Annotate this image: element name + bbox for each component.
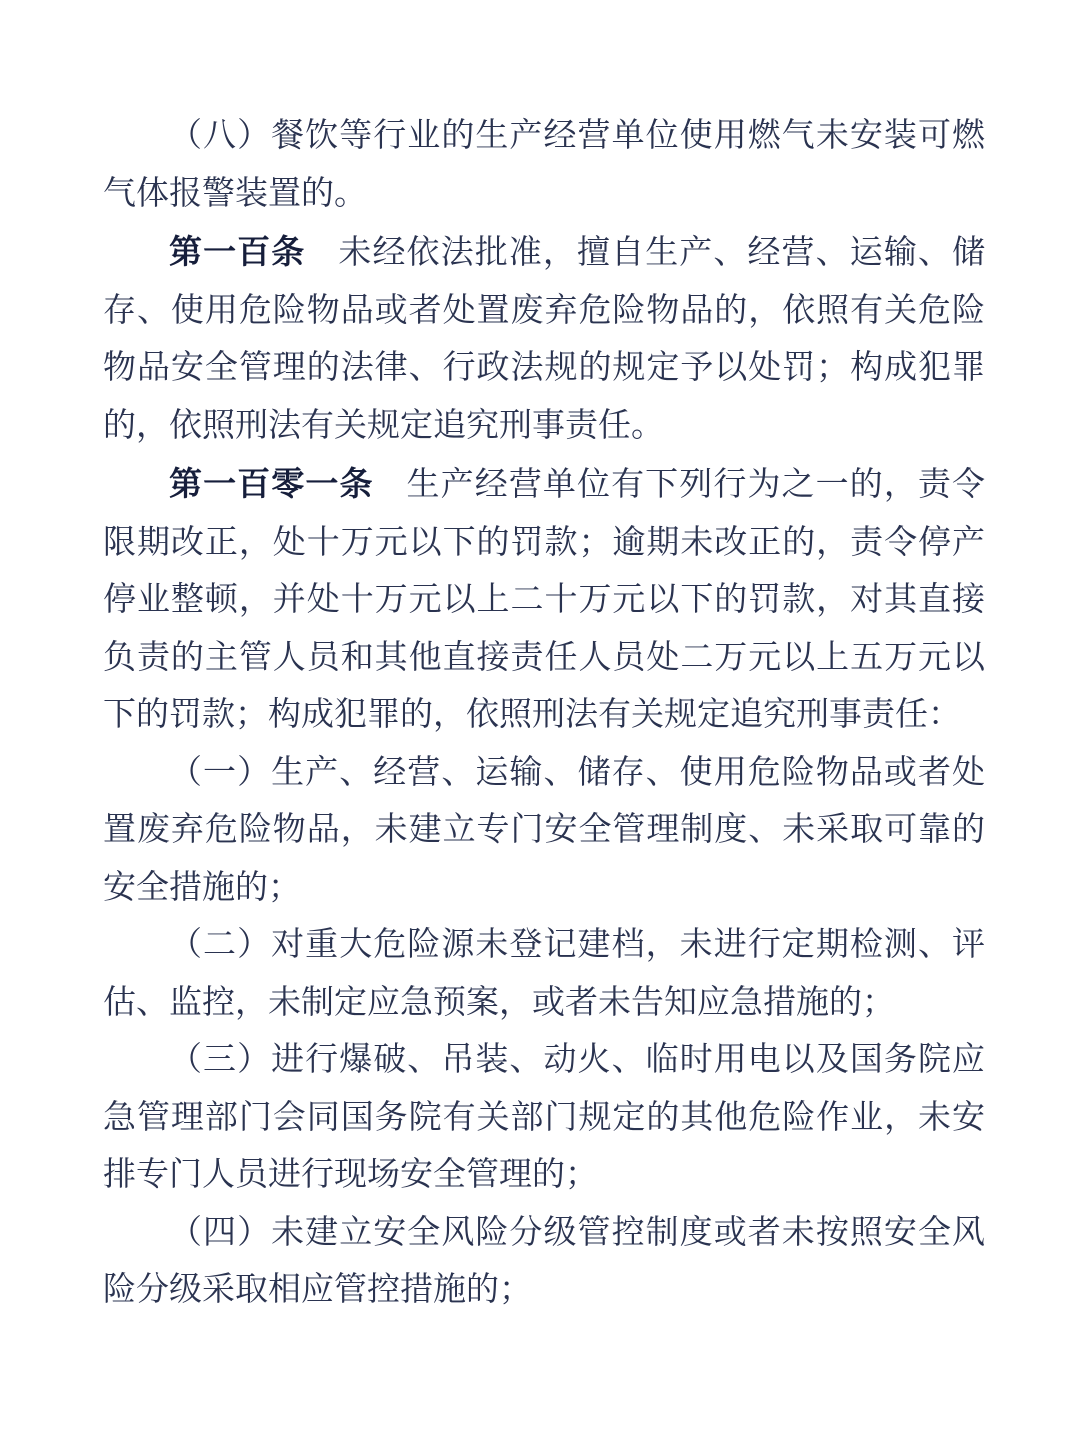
paragraph-text: （一）生产、经营、运输、储存、使用危险物品或者处置废弃危险物品，未建立专门安全管理制度、未采取可靠的安全措施的； xyxy=(103,754,985,906)
article-number-label: 第一百条 xyxy=(169,233,306,270)
paragraph-text: （二）对重大危险源未登记建档，未进行定期检测、评估、监控，未制定应急预案，或者未告知应急措施的； xyxy=(103,927,985,1021)
paragraph xyxy=(103,1205,985,1320)
paragraph xyxy=(103,223,985,455)
paragraph xyxy=(103,108,985,223)
paragraph xyxy=(103,455,985,745)
article-number-label: 第一百零一条 xyxy=(169,465,374,502)
paragraph xyxy=(103,917,985,1032)
document-body xyxy=(103,108,985,1320)
paragraph-text: 生产经营单位有下列行为之一的，责令限期改正，处十万元以下的罚款；逾期未改正的，责令停产停业整顿，并处十万元以上二十万元以下的罚款，对其直接负责的主管人员和其他直接责任人员处二万元以上五万元以下的罚款；构成犯罪的，依照刑法有关规定追究刑事责任： xyxy=(103,467,986,733)
paragraph-text: 未经依法批准，擅自生产、经营、运输、储存、使用危险物品或者处置废弃危险物品的，依照有关危险物品安全管理的法律、行政法规的规定予以处罚；构成犯罪的，依照刑法有关规定追究刑事责任。 xyxy=(103,235,986,444)
paragraph-text: （八）餐饮等行业的生产经营单位使用燃气未安装可燃气体报警装置的。 xyxy=(103,118,985,212)
paragraph-text: （四）未建立安全风险分级管控制度或者未按照安全风险分级采取相应管控措施的； xyxy=(103,1214,985,1308)
paragraph xyxy=(103,745,985,918)
paragraph xyxy=(103,1032,985,1205)
paragraph-text: （三）进行爆破、吊装、动火、临时用电以及国务院应急管理部门会同国务院有关部门规定的其他危险作业，未安排专门人员进行现场安全管理的； xyxy=(103,1042,985,1193)
